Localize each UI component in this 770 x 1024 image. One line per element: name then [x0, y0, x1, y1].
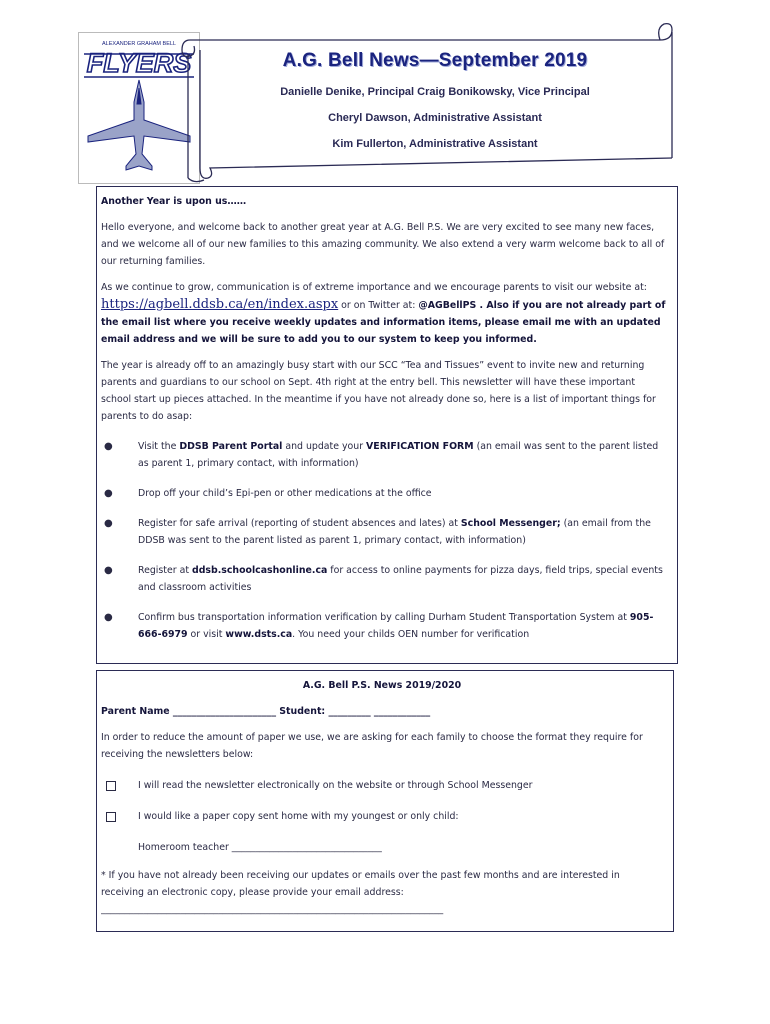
twitter-handle: @AGBellPS . Also if you are not already part of the email list where you receive weekly updates and information items, please email me with an updated email address and we will be sure to add you to our system to keep you informed. — [101, 300, 666, 345]
form-title: A.G. Bell P.S. News 2019/2020 — [302, 680, 462, 691]
homeroom-teacher-field[interactable]: Homeroom teacher ________________________________ — [138, 842, 382, 853]
email-address-field[interactable]: _________________________________________________________________________ — [101, 904, 444, 915]
events-paragraph: The year is already off to an amazingly busy start with our SCC “Tea and Tissues” event to invite new and returning parents and guardians to our school on Sept. 4th right at the entry bell. This newsletter will have these important school start up pieces attached. In the meantime if you have not already done so, here is a list of important things for parents to do asap: — [101, 360, 656, 422]
communication-paragraph: As we continue to grow, communication is of extreme importance and we encourage parents to visit our website at: https://agbell.ddsb.ca/en/index.aspx or on Twitter at: @AGBellPS . Also if you are not already part of the email list where you receive weekly updates and information items, please email me with an updated email address and we will be sure to add you to our system to keep you informed. — [101, 282, 666, 345]
list-item: ● Confirm bus transportation information verification by calling Durham Student Transportation System at 905-666-6979 or visit www.dsts.ca. You need your childs OEN number for verification — [101, 609, 667, 643]
list-item: ● Register for safe arrival (reporting of student absences and lates) at School Messenger; (an email from the DDSB was sent to the parent listed as parent 1, primary contact, with information) — [101, 515, 667, 549]
bullet-icon: ● — [104, 565, 113, 576]
parent-student-line[interactable]: Parent Name ______________________ Student: _________ ____________ — [101, 706, 431, 717]
section-heading: Another Year is upon us…… — [101, 196, 247, 207]
logo-name: FLYERS — [86, 48, 192, 78]
todo-list — [101, 438, 667, 643]
newsletter-title: A.G. Bell News—September 2019 — [282, 50, 588, 71]
list-item: ● Register at ddsb.schoolcashonline.ca for access to online payments for pizza days, field trips, special events and classroom activities — [101, 562, 667, 596]
bullet-icon: ● — [104, 612, 113, 623]
email-note: * If you have not already been receiving our updates or emails over the past few months and are interested in receiving an electronic copy, please provide your email address: — [101, 870, 620, 898]
welcome-section — [96, 186, 678, 664]
admin-assistant-line-2: Kim Fullerton, Administrative Assistant — [332, 138, 538, 150]
option-paper[interactable]: I would like a paper copy sent home with my youngest or only child: — [101, 808, 663, 825]
checkbox-icon[interactable] — [106, 812, 116, 822]
bullet-icon: ● — [104, 441, 113, 452]
checkbox-icon[interactable] — [106, 781, 116, 791]
bullet-icon: ● — [104, 488, 113, 499]
option-electronic[interactable]: I will read the newsletter electronically on the website or through School Messenger — [101, 777, 663, 794]
principal-line: Danielle Denike, Principal Craig Bonikowsky, Vice Principal — [280, 86, 590, 98]
form-intro: In order to reduce the amount of paper we use, we are asking for each family to choose the format they require for receiving the newsletters below: — [101, 732, 643, 760]
school-website-link[interactable]: https://agbell.ddsb.ca/en/index.aspx — [101, 297, 339, 312]
newsletter-header — [200, 50, 670, 150]
admin-assistant-line-1: Cheryl Dawson, Administrative Assistant — [328, 112, 542, 124]
welcome-paragraph: Hello everyone, and welcome back to another great year at A.G. Bell P.S. We are very excited to see many new faces, and we welcome all of our new families to this amazing community. We also extend a very warm welcome back to all of our returning families. — [101, 222, 665, 267]
newsletter-preference-form — [96, 670, 674, 932]
logo-top-text: ALEXANDER GRAHAM BELL — [102, 41, 176, 47]
list-item: ● Drop off your child’s Epi-pen or other medications at the office — [101, 485, 667, 502]
list-item: ● Visit the DDSB Parent Portal and update your VERIFICATION FORM (an email was sent to the parent listed as parent 1, primary contact, with information) — [101, 438, 667, 472]
bullet-icon: ● — [104, 518, 113, 529]
